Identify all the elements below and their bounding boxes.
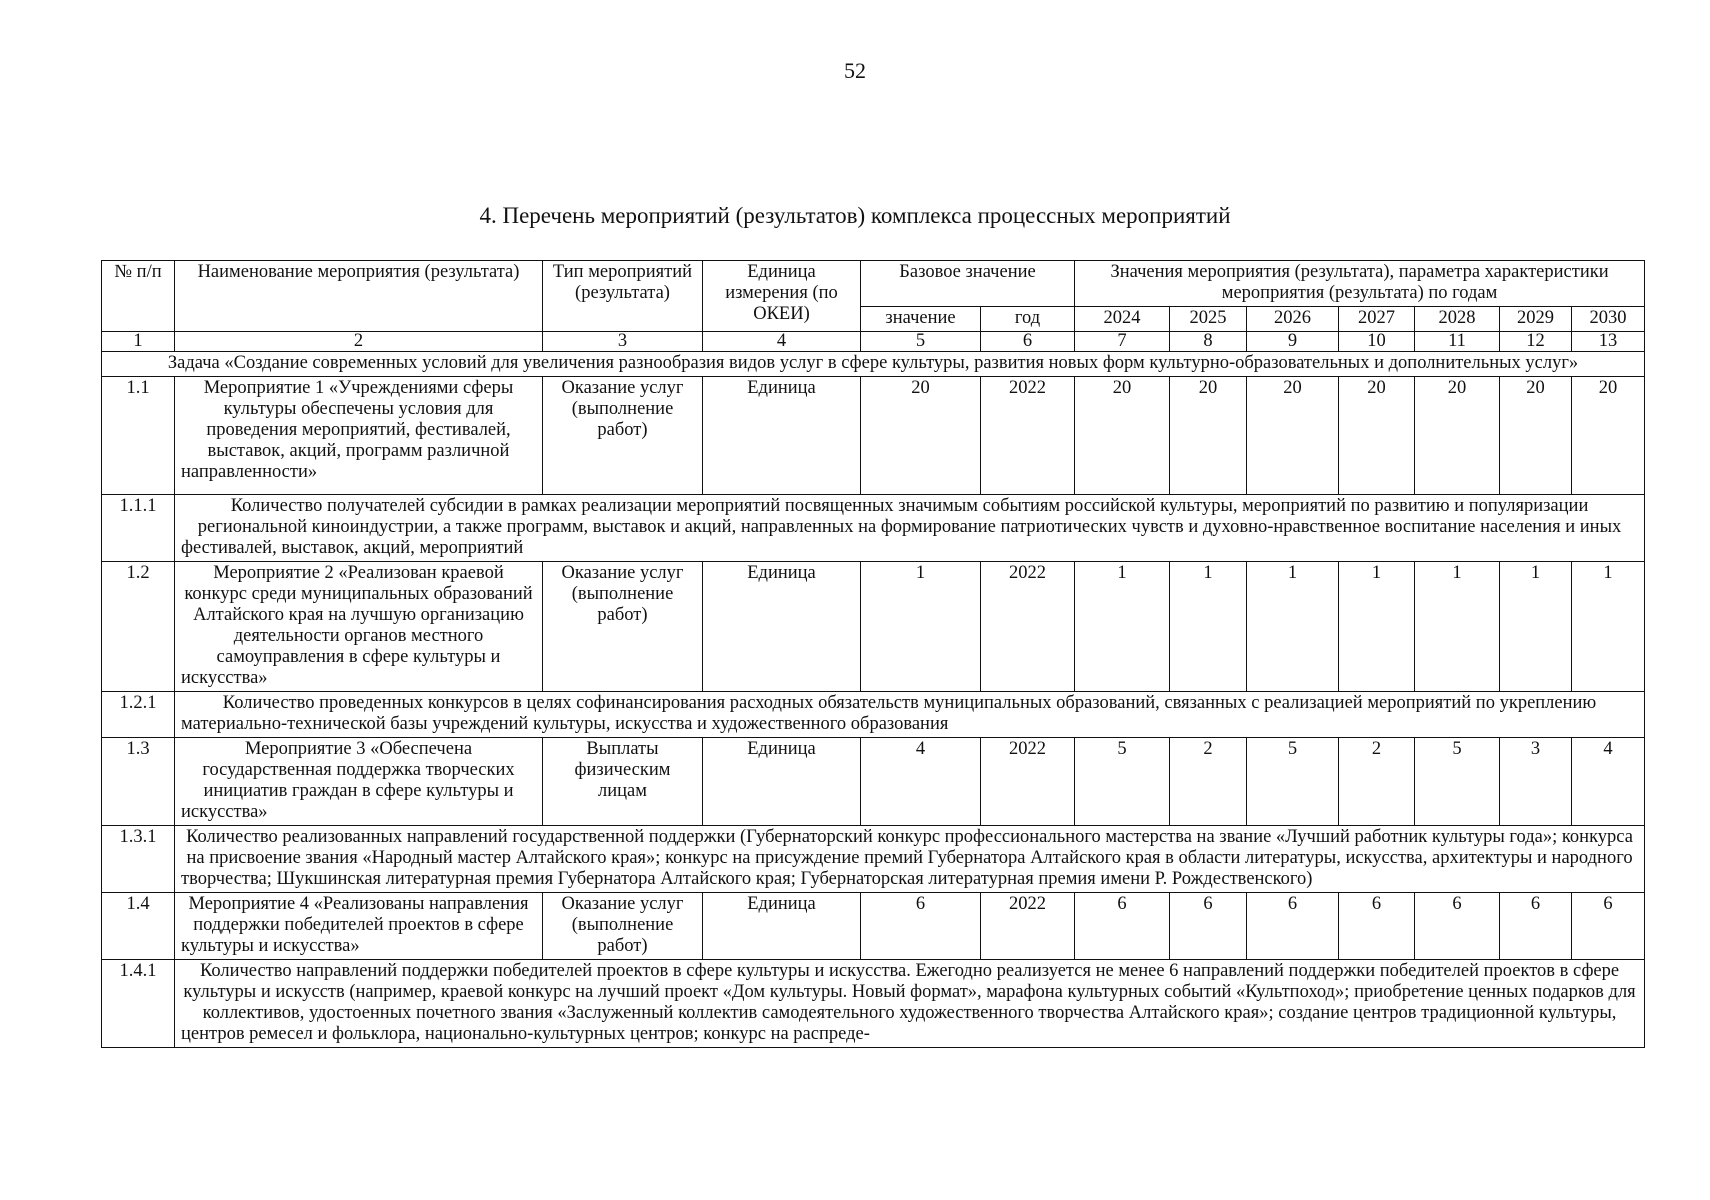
measure-value-2029: 6 (1500, 893, 1572, 960)
measure-base-year: 2022 (981, 738, 1075, 826)
measure-unit: Единица (703, 377, 861, 495)
indicator-text: Количество проведенных конкурсов в целях софинансирования расходных обязательств муниципальных образований, связанных с реализацией мероприятий по укреплению материально-технической базы учреждений культуры, искусства и художественного образования (175, 692, 1645, 738)
column-numbers-row (102, 332, 1645, 352)
measure-value-2027: 1 (1339, 562, 1415, 692)
measure-value-2028: 6 (1415, 893, 1500, 960)
measure-type: Оказание услуг (выполнение работ) (543, 562, 703, 692)
header-year: 2027 (1339, 307, 1415, 332)
header-year: 2025 (1170, 307, 1247, 332)
measure-value-2027: 6 (1339, 893, 1415, 960)
measure-unit: Единица (703, 562, 861, 692)
measure-value-2028: 5 (1415, 738, 1500, 826)
measure-value-2026: 20 (1247, 377, 1339, 495)
measure-value-2030: 20 (1572, 377, 1645, 495)
measure-value-2024: 5 (1075, 738, 1170, 826)
measure-value-2028: 1 (1415, 562, 1500, 692)
measure-value-2024: 6 (1075, 893, 1170, 960)
column-number: 4 (703, 332, 861, 352)
column-number: 11 (1415, 332, 1500, 352)
column-number: 1 (102, 332, 175, 352)
indicator-row (102, 495, 1645, 562)
header-name: Наименование мероприятия (результата) (175, 261, 543, 332)
column-number: 10 (1339, 332, 1415, 352)
measure-value-2029: 3 (1500, 738, 1572, 826)
measure-base-year: 2022 (981, 562, 1075, 692)
measure-name: Мероприятие 3 «Обеспечена государственная поддержка творческих инициатив граждан в сфере культуры и искусства» (175, 738, 543, 826)
measure-base-year: 2022 (981, 377, 1075, 495)
measures-table (101, 260, 1645, 1048)
measure-value-2027: 2 (1339, 738, 1415, 826)
column-number: 9 (1247, 332, 1339, 352)
indicator-row (102, 960, 1645, 1048)
measure-num: 1.1 (102, 377, 175, 495)
column-number: 8 (1170, 332, 1247, 352)
measure-type: Оказание услуг (выполнение работ) (543, 377, 703, 495)
measure-base-value: 20 (861, 377, 981, 495)
measure-base-year: 2022 (981, 893, 1075, 960)
header-year: 2030 (1572, 307, 1645, 332)
indicator-text: Количество реализованных направлений государственной поддержки (Губернаторский конкурс профессионального мастерства на звание «Лучший работник культуры года»; конкурса на присвоение звания «Народный мастер Алтайского края»; конкурс на присуждение премий Губернатора Алтайского края в области литературы, искусства, архитектуры и народного творчества; Шукшинская литературная премия Губернатора Алтайского края; Губернаторская литературная премия имени Р. Рождественского) (175, 826, 1645, 893)
indicator-num: 1.3.1 (102, 826, 175, 893)
column-number: 6 (981, 332, 1075, 352)
measure-base-value: 4 (861, 738, 981, 826)
indicator-num: 1.1.1 (102, 495, 175, 562)
measure-name: Мероприятие 2 «Реализован краевой конкурс среди муниципальных образований Алтайского края на лучшую организацию деятельности органов местного самоуправления в сфере культуры и искусства» (175, 562, 543, 692)
header-unit: Единица измерения (по ОКЕИ) (703, 261, 861, 332)
measure-value-2030: 6 (1572, 893, 1645, 960)
indicator-text: Количество направлений поддержки победителей проектов в сфере культуры и искусства. Ежегодно реализуется не менее 6 направлений поддержки победителей проектов в сфере культуры и искусств (например, краевой конкурс на лучший проект «Дом культуры. Новый формат», марафона культурных событий «Культпоход»; приобретение ценных подарков для коллективов, удостоенных почетного звания «Заслуженный коллектив самодеятельного художественного творчества Алтайского края»; создание центров традиционной культуры, центров ремесел и фольклора, национально-культурных центров; конкурс на распреде- (175, 960, 1645, 1048)
header-type: Тип мероприятий (результата) (543, 261, 703, 332)
measure-value-2024: 20 (1075, 377, 1170, 495)
measure-value-2026: 6 (1247, 893, 1339, 960)
measure-unit: Единица (703, 893, 861, 960)
indicator-row (102, 692, 1645, 738)
measure-name: Мероприятие 4 «Реализованы направления поддержки победителей проектов в сфере культуры и искусства» (175, 893, 543, 960)
measure-num: 1.2 (102, 562, 175, 692)
header-values-title: Значения мероприятия (результата), параметра характеристики мероприятия (результата) по годам (1075, 261, 1645, 307)
indicator-text: Количество получателей субсидии в рамках реализации мероприятий посвященных значимым событиям российской культуры, мероприятий по развитию и популяризации региональной киноиндустрии, а также программ, выставок и акций, направленных на формирование патриотических чувств и духовно-нравственное воспитание населения и иных фестивалей, выставок, акций, мероприятий (175, 495, 1645, 562)
indicator-num: 1.4.1 (102, 960, 175, 1048)
measure-num: 1.4 (102, 893, 175, 960)
header-year: 2028 (1415, 307, 1500, 332)
header-year: 2024 (1075, 307, 1170, 332)
measure-type: Выплаты физическим лицам (543, 738, 703, 826)
column-number: 5 (861, 332, 981, 352)
measure-row (102, 562, 1645, 692)
task-text: Задача «Создание современных условий для увеличения разнообразия видов услуг в сфере культуры, развития новых форм культурно-образовательных и дополнительных услуг» (102, 352, 1645, 377)
measure-name: Мероприятие 1 «Учреждениями сферы культуры обеспечены условия для проведения мероприятий, фестивалей, выставок, акций, программ различной направленности» (175, 377, 543, 495)
column-number: 7 (1075, 332, 1170, 352)
header-base-year: год (981, 307, 1075, 332)
header-year: 2026 (1247, 307, 1339, 332)
indicator-num: 1.2.1 (102, 692, 175, 738)
measure-unit: Единица (703, 738, 861, 826)
measure-type: Оказание услуг (выполнение работ) (543, 893, 703, 960)
measure-value-2024: 1 (1075, 562, 1170, 692)
measure-num: 1.3 (102, 738, 175, 826)
measure-value-2025: 2 (1170, 738, 1247, 826)
measure-row (102, 377, 1645, 495)
header-year: 2029 (1500, 307, 1572, 332)
measure-base-value: 6 (861, 893, 981, 960)
indicator-row (102, 826, 1645, 893)
column-number: 2 (175, 332, 543, 352)
header-base-value: значение (861, 307, 981, 332)
header-num: № п/п (102, 261, 175, 332)
measure-row (102, 738, 1645, 826)
header-row-1 (102, 261, 1645, 307)
measure-value-2025: 20 (1170, 377, 1247, 495)
column-number: 3 (543, 332, 703, 352)
measure-value-2025: 6 (1170, 893, 1247, 960)
measure-value-2030: 4 (1572, 738, 1645, 826)
measure-value-2026: 5 (1247, 738, 1339, 826)
column-number: 12 (1500, 332, 1572, 352)
measure-base-value: 1 (861, 562, 981, 692)
measure-value-2028: 20 (1415, 377, 1500, 495)
measure-value-2029: 20 (1500, 377, 1572, 495)
task-row (102, 352, 1645, 377)
column-number: 13 (1572, 332, 1645, 352)
measure-value-2025: 1 (1170, 562, 1247, 692)
measure-value-2026: 1 (1247, 562, 1339, 692)
measure-value-2029: 1 (1500, 562, 1572, 692)
measure-row (102, 893, 1645, 960)
measure-value-2027: 20 (1339, 377, 1415, 495)
page-number: 52 (844, 58, 866, 83)
header-base: Базовое значение (861, 261, 1075, 307)
section-title: 4. Перечень мероприятий (результатов) комплекса процессных мероприятий (479, 203, 1231, 228)
measure-value-2030: 1 (1572, 562, 1645, 692)
